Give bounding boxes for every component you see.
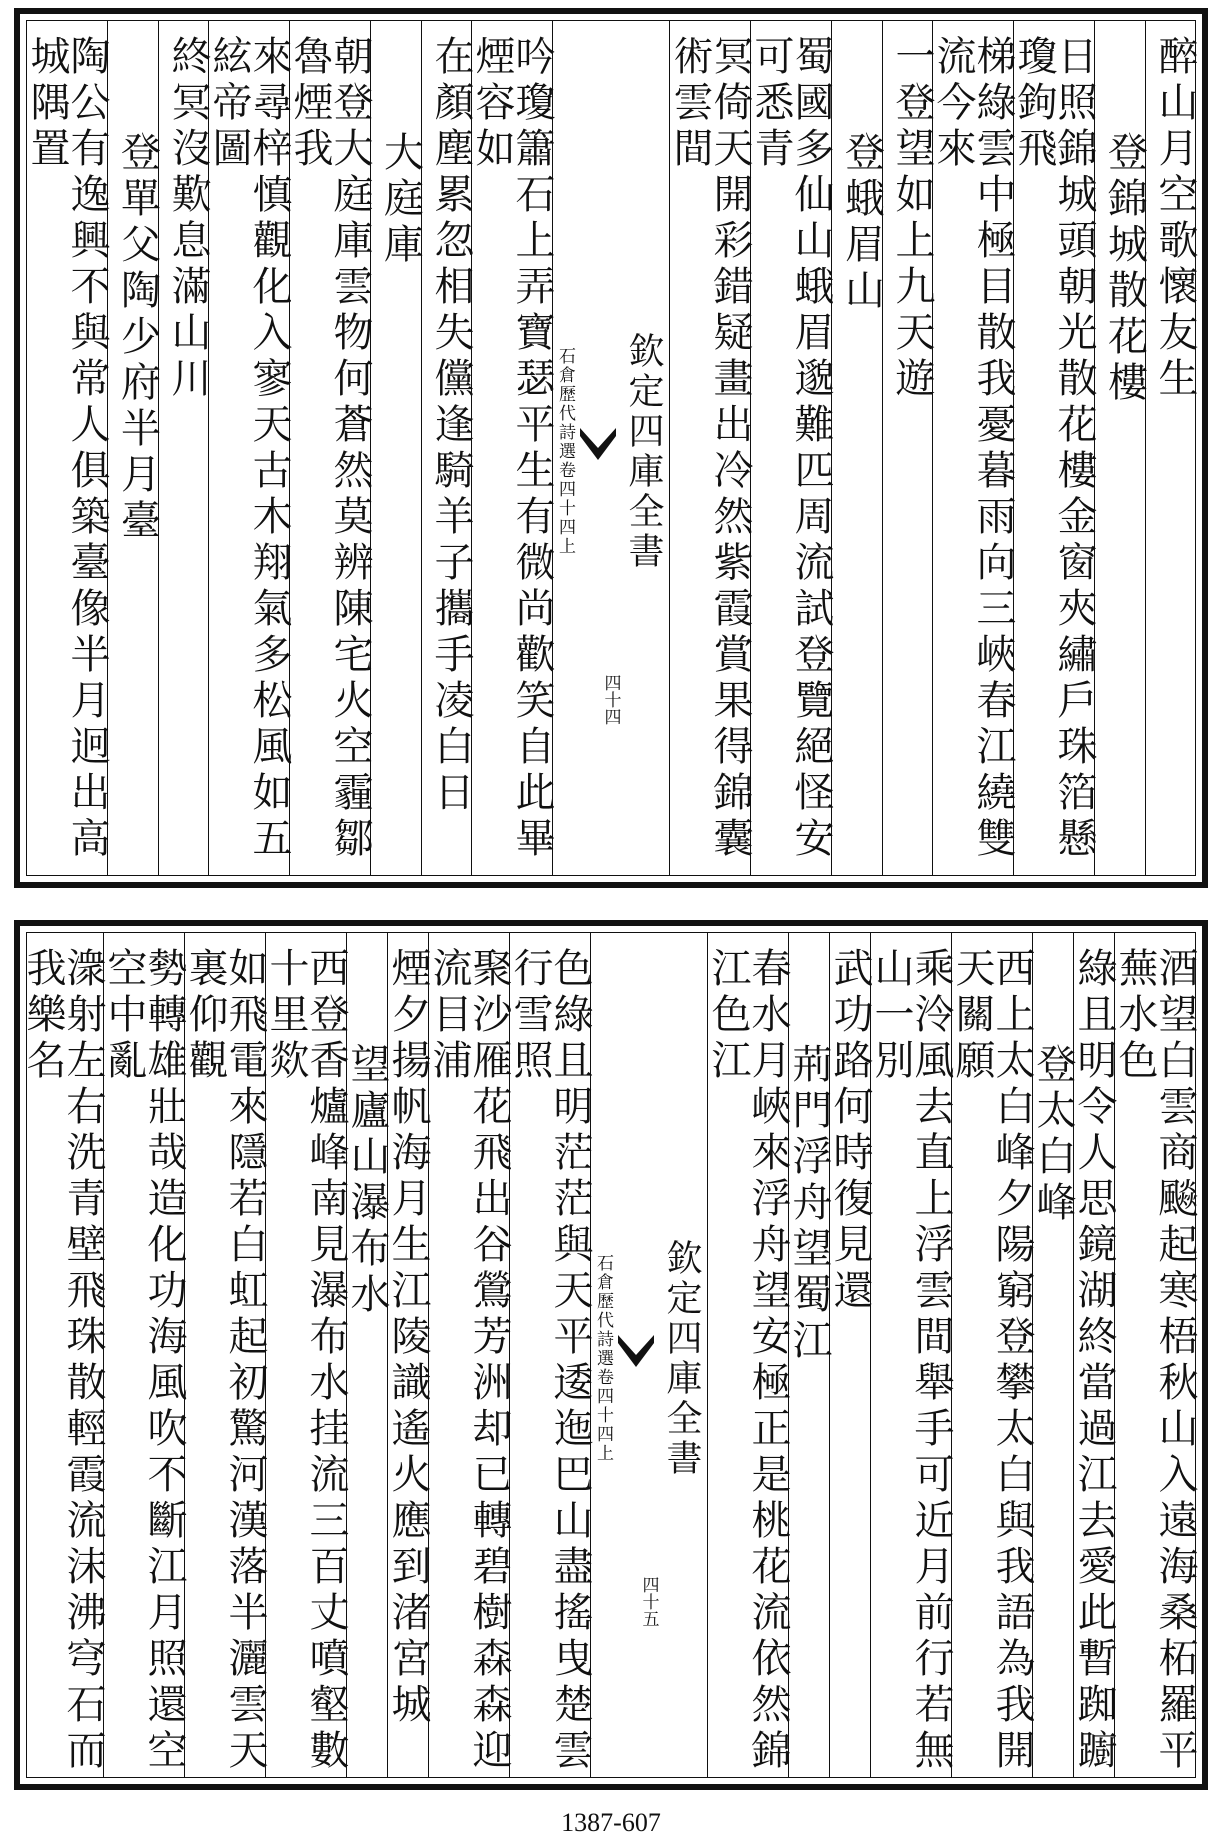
center-subtitle: 石倉歷代詩選卷四十四上: [593, 1253, 613, 1463]
poem-title-column: 望廬山瀑布水: [346, 933, 387, 1777]
text-column: 潨射左右洗青壁飛珠散輕霞流沫沸穹石而我樂名: [20, 947, 106, 1775]
text-column: 日照錦城頭朝光散花樓金窗夾繡戶珠箔懸瓊鉤飛: [1013, 21, 1094, 875]
top-page-columns: [26, 20, 1196, 876]
poem-title-column: 登錦城散花樓: [1094, 21, 1145, 875]
poem-title-column: 大庭庫: [370, 21, 421, 875]
folio-number: 1387-607: [561, 1808, 661, 1837]
text-column: 如飛電來隱若白虹起初驚河漢落半灑雲天裏仰觀: [184, 933, 265, 1777]
bottom-page: [14, 920, 1208, 1790]
center-page-number: 四十五: [638, 1576, 659, 1627]
bottom-page-columns: [20, 932, 1198, 1778]
poem-title-column: 登單父陶少府半月臺: [107, 21, 158, 875]
text-column: 春水月峽來浮舟望安極正是桃花流依然錦江色江: [707, 933, 788, 1777]
center-fold: [552, 21, 669, 875]
fish-tail-ornament: [616, 1333, 656, 1383]
text-column: 冥倚天開彩錯疑畫出冷然紫霞賞果得錦囊術雲間: [669, 21, 750, 875]
poem-title-column: 登蛾眉山: [831, 21, 882, 875]
poem-title-column: 荊門浮舟望蜀江: [788, 933, 829, 1777]
text-column: 一登望如上九天遊: [882, 21, 933, 875]
center-title: 欽定四庫全書: [623, 332, 664, 572]
fish-tail-ornament: [578, 426, 618, 476]
text-column: 西登香爐峰南見瀑布水挂流三百丈噴壑數十里欻: [265, 933, 346, 1777]
text-column: 終冥沒歎息滿山川: [158, 21, 209, 875]
text-column: 勢轉雄壯哉造化功海風吹不斷江月照還空空中亂: [103, 933, 184, 1777]
text-column: 醉山月空歌懷友生: [1145, 21, 1196, 875]
text-column: 乘泠風去直上浮雲間舉手可近月前行若無山一別: [870, 933, 951, 1777]
top-page: [14, 8, 1208, 888]
text-column: 煙夕揚帆海月生江陵識遙火應到渚宮城: [387, 933, 428, 1777]
text-column: 綠且明令人思鏡湖終當過江去愛此暫踟躕: [1073, 933, 1114, 1777]
text-column: 色綠且明茫茫與天平逶迤巴山盡搖曳楚雲行雪照: [509, 933, 590, 1777]
text-column: 吟瓊簫石上弄寶瑟平生有微尚歡笑自此畢煙容如: [471, 21, 552, 875]
text-column: 武功路何時復見還: [829, 933, 870, 1777]
center-page-number: 四十四: [600, 674, 621, 725]
center-fold: [590, 933, 707, 1777]
center-title: 欽定四庫全書: [661, 1239, 702, 1479]
text-column: 聚沙雁花飛出谷鶯芳洲却已轉碧樹森森迎流目浦: [428, 933, 509, 1777]
text-column: 酒望白雲商飈起寒梧秋山入遠海桑柘羅平蕪水色: [1114, 933, 1195, 1777]
text-column: 陶公有逸興不與常人俱築臺像半月迥出高城隅置: [24, 35, 110, 863]
text-column: 西上太白峰夕陽窮登攀太白與我語為我開天關願: [951, 933, 1032, 1777]
text-column: 蜀國多仙山蛾眉邈難匹周流試登覽絕怪安可悉青: [750, 21, 831, 875]
center-subtitle: 石倉歷代詩選卷四十四上: [555, 346, 575, 556]
text-column: 在顏塵累忽相失儻逢騎羊子攜手凌白日: [421, 21, 472, 875]
text-column: 來尋梓慎觀化入寥天古木翔氣多松風如五絃帝圖: [208, 21, 289, 875]
text-column: 朝登大庭庫雲物何蒼然莫辨陳宅火空霾鄒魯煙我: [289, 21, 370, 875]
text-column: 梯綠雲中極目散我憂暮雨向三峽春江繞雙流今來: [932, 21, 1013, 875]
poem-title-column: 登太白峰: [1032, 933, 1073, 1777]
